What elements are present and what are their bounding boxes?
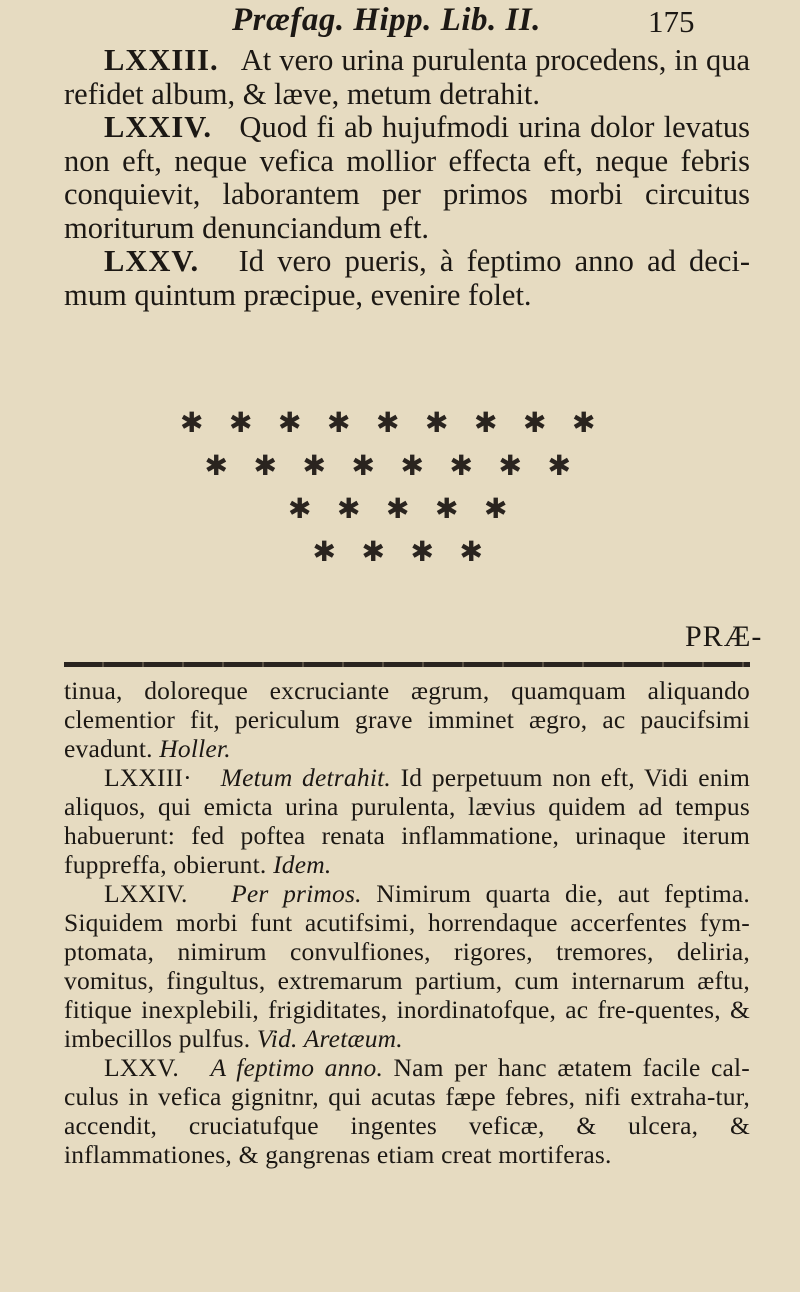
asterisk-icon: ✱ [327, 406, 351, 439]
asterisk-icon: ✱ [474, 406, 498, 439]
asterisk-icon: ✱ [312, 535, 336, 568]
lemma: Metum detrahit. [220, 763, 391, 792]
asterisk-icon: ✱ [386, 492, 410, 525]
ornament-row [0, 494, 800, 535]
asterisk-icon: ✱ [376, 406, 400, 439]
page-number: 175 [648, 4, 695, 39]
asterisk-icon: ✱ [484, 492, 508, 525]
aphorism-lxxiv [64, 111, 750, 245]
aphorism-body: Id vero pueris, à feptimo anno ad deci-mum quintum præcipue, evenire folet. [64, 244, 751, 312]
aphorism-lxxiii [64, 44, 750, 111]
asterisk-icon: ✱ [288, 492, 312, 525]
asterisk-icon: ✱ [180, 406, 204, 439]
asterisk-icon: ✱ [204, 449, 228, 482]
ornament-row [0, 537, 800, 578]
asterisk-icon: ✱ [278, 406, 302, 439]
asterisk-icon: ✱ [547, 449, 571, 482]
commentary-number: LXXV. [104, 1053, 179, 1082]
asterisk-icon: ✱ [498, 449, 522, 482]
asterisk-icon: ✱ [425, 406, 449, 439]
running-head [0, 2, 800, 46]
commentary-lxxv [64, 1053, 750, 1169]
catchword: PRÆ- [685, 620, 763, 653]
asterisk-icon: ✱ [410, 535, 434, 568]
citation: Holler. [159, 734, 231, 763]
aphorism-number: LXXIII. [104, 43, 219, 77]
commentary-number: LXXIV. [104, 879, 188, 908]
commentary-text [64, 676, 750, 1169]
aphorism-body: At vero urina purulenta procedens, in qua refidet album, & læve, metum detrahit. [64, 43, 750, 111]
asterisk-icon: ✱ [572, 406, 596, 439]
commentary-number: LXXIII· [104, 763, 192, 792]
aphorism-body: Quod fi ab hujufmodi urina dolor levatus non eft, neque vefica mollior effecta eft, neque febris conquievit, laborantem per primos morbi circuitus moriturum denunciandum eft. [64, 110, 750, 245]
commentary-body: Id perpetuum non eft, Vidi enim aliquos, qui emicta urina purulenta, lævius quidem ad tempus habuerunt: fed poftea renata inflammatione, urinaque iterum fuppreffa, obierunt. [64, 763, 750, 879]
asterisk-icon: ✱ [253, 449, 277, 482]
asterisk-ornament [0, 408, 800, 580]
running-title: Præfag. Hipp. Lib. II. [232, 2, 541, 38]
asterisk-icon: ✱ [229, 406, 253, 439]
commentary-lxxiv [64, 879, 750, 1053]
asterisk-icon: ✱ [459, 535, 483, 568]
commentary-body: tinua, doloreque excruciante ægrum, quamquam aliquando clementior fit, periculum grave imminet ægro, ac paucifsimi evadunt. [64, 676, 750, 763]
commentary-body: Nimirum quarta die, aut feptima. Siquidem morbi funt acutifsimi, horrendaque accerfentes fym-ptomata, nimirum convulfiones, rigores, tremores, deliria, vomitus, fingultus, extremarum partium, cum internarum æftu, fitique inexplebili, frigiditates, inordinatofque, ac fre-quentes, & imbecillos pulfus. [64, 879, 751, 1053]
commentary-lxxiii [64, 763, 750, 879]
commentary-body: Nam per hanc ætatem facile cal-culus in vefica gignitnr, qui acutas fæpe febres, nifi extraha-tur, accendit, cruciatufque ingentes veficæ, & ulcera, & inflammationes, & gangrenas etiam creat mortiferas. [64, 1053, 751, 1169]
aphorism-number: LXXV. [104, 244, 200, 278]
commentary-continuation [64, 676, 750, 763]
asterisk-icon: ✱ [337, 492, 361, 525]
aphorism-lxxv [64, 245, 750, 312]
asterisk-icon: ✱ [435, 492, 459, 525]
asterisk-icon: ✱ [449, 449, 473, 482]
asterisk-icon: ✱ [400, 449, 424, 482]
ornament-row [0, 408, 800, 449]
section-rule [64, 662, 750, 667]
lemma: A feptimo anno. [210, 1053, 384, 1082]
asterisk-icon: ✱ [361, 535, 385, 568]
ornament-row [0, 451, 800, 492]
lemma: Per primos. [231, 879, 362, 908]
asterisk-icon: ✱ [302, 449, 326, 482]
aphorism-number: LXXIV. [104, 110, 212, 144]
aphorism-text [64, 44, 750, 312]
citation: Idem. [273, 850, 332, 879]
asterisk-icon: ✱ [351, 449, 375, 482]
citation: Vid. Aretæum. [256, 1024, 403, 1053]
asterisk-icon: ✱ [523, 406, 547, 439]
